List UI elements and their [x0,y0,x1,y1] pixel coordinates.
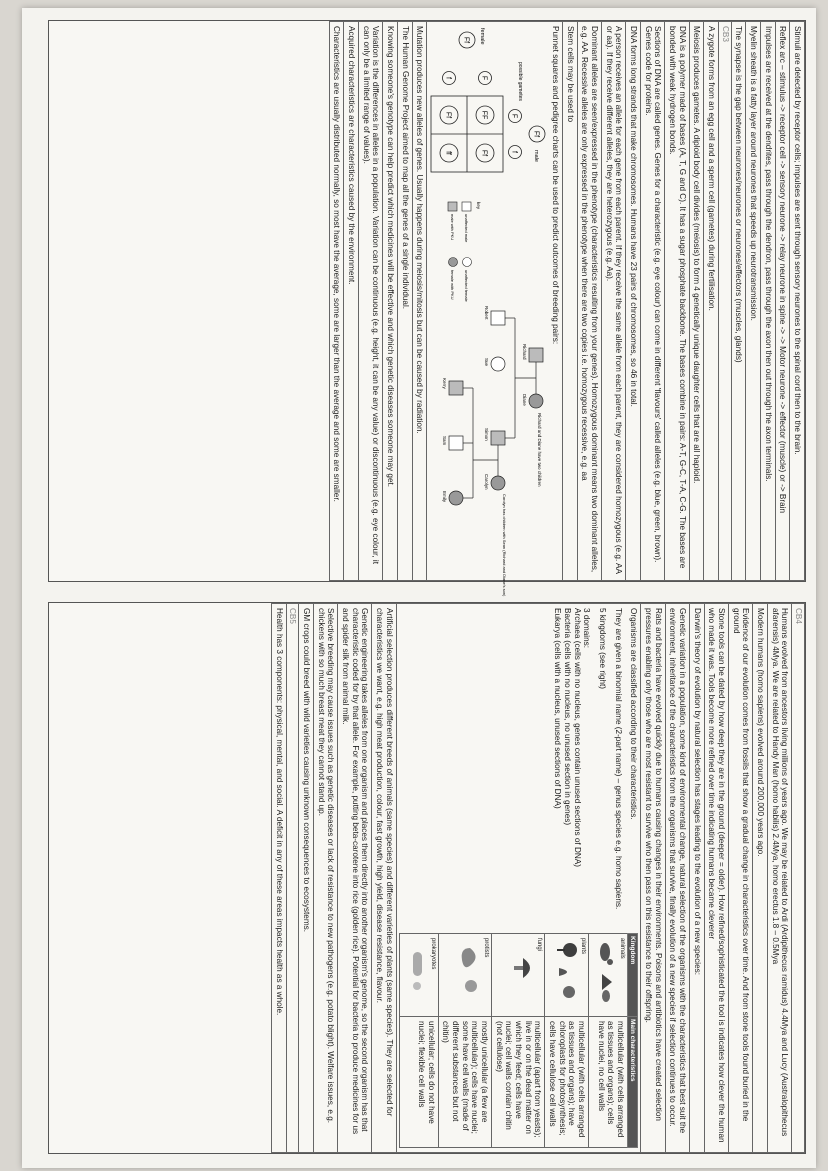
row-variation: Variation is the differences in alleles in a population. Variation can be continuous (e.g. height, it can be any value) or discontinuous (e.g. eye colour, it can only be a limited range of values). [358,22,382,581]
prokaryotes-icon [407,938,429,1004]
row-stem: Stem cells may be used to [562,22,577,581]
kingdom-plants-name: plants [580,938,587,955]
table-row [731,22,746,581]
pedigree-simon [491,431,505,445]
pedigree-richard-label: Richard [522,344,528,360]
kingdom-header: Kingdom [628,934,638,1017]
row-stone: Stone tools can be dated by how deep they are in the ground (deeper = older). How refined/sophisticated the tool is indicates how clever the human who made it was. Tools become more refined over time indicating humans became cleverer [704,604,728,1153]
table-row [626,22,641,581]
kingdom-protists-cell [438,934,491,1017]
key-unaffected-female-icon [463,258,472,267]
male-label: male [533,150,540,162]
fungi-icon [513,938,535,1004]
row-selective: Selective breeding may cause issues such as genetic diseases or lack of resistance to new pathogens (e.g. potato blight). Welfare issues, e.g. chickens with so much breast meat they cannot stand up. [314,604,338,1153]
kingdom-fungi-cell [492,934,545,1017]
row-humans: Humans evolved from ancestors living millions of years ago. We may be related to Ardi (Ardipithecus ramidus) 4.4Mya and Lucy (Australopithecus afarensis) 4Mya. We are related to Handy Man (homo habilis) 2.4Mya, homo erectus 1.8 – 0.5Mya [767,604,791,1153]
row-engineering: Genetic engineering takes alleles from one organism and places them directly into another organism's genome, so the second organism has that characteristic coded for by that allele. For example, putting beta-carotene into rice (golden rice). Potential for bacteria to produce medicines for us and spider silk from animal milk. [338,604,372,1153]
table-row [344,22,359,581]
female-parent-genotype: Ff [462,36,470,44]
pedigree-note-2: Carolyn has children with Sean (Richard and Diane's son) [502,494,508,597]
pedigree-key-label: key [476,202,482,210]
pedigree-sam-label: Sam [442,436,448,446]
kingdom-animals-name: animals [619,938,626,959]
scanned-sheet [22,8,816,1168]
pedigree-chart-diagram [429,198,547,597]
offspring-2-label: Ff [480,149,488,157]
row-rats: Rats and bacteria have evolved quickly due to humans causing changes in their environments. Poisons and antibiotics have created selection pressures enabling only those who are most resistant to survive who then pass on this resistance to their offspring. [641,604,665,1153]
section-label-cb3: CB3 [718,22,731,581]
domain-archaea: Archaea (cells with no nucleus, genes contain unused sections of DNA) [572,608,582,867]
protist-shape [462,948,476,967]
section-label-cb4: CB4 [792,604,805,1153]
plant-shape [563,943,577,957]
row-mutation: Mutation produces new alleles of genes. Usually happens during meiosis/mitosis but can be caused by radiation. [412,22,427,581]
row-stimuli: Stimuli are detected by receptor cells; impulses are sent through sensory neurones to the spinal cord then to the brain. [790,22,805,581]
kingdom-row [589,934,628,1148]
classification-p2: They are given a binomial name (2-part name) – genus species e.g. homo sapiens. [613,608,623,910]
table-row [746,22,761,581]
table-row [562,22,577,581]
row-zygote: A zygote forms from an egg cell and a sperm cell (gametes) during fertilisation. [704,22,719,581]
key-item-4: female with PKU [450,270,456,300]
row-distributed: Characteristics are usually distributed normally, so most have the average, some are larger than the average and some are smaller. [329,22,344,581]
offspring-4-label: ff [444,151,452,155]
section-label-cb5: CB5 [286,604,299,1153]
table-row [704,22,719,581]
table-row [689,22,704,581]
row-impulses: Impulses are received at the dendrites, pass through the dendron, pass through the axon then out through the axon terminals. [760,22,775,581]
row-modern: Modern humans (homo sapiens) evolved around 200,000 years ago. [753,604,768,1153]
rotated-page [42,12,812,1162]
kingdom-header-row [628,934,638,1148]
pedigree-carolyn-label: Carolyn [484,474,490,490]
animal-shape [602,990,610,1002]
table-row [412,22,427,581]
row-chromosomes: DNA forms long strands that make chromosomes. Humans have 23 pairs of chromosomes, so 46 in total. [626,22,641,581]
kingdom-prokaryotes-cell [399,934,438,1017]
right-table [271,603,805,1153]
kingdom-prokaryotes-desc: unicellular; cells do not have nuclei; flexible cell walls [399,1017,438,1148]
table-row [760,22,775,581]
pedigree-kerry [449,381,463,395]
row-meiosis: Meiosis produces gametes. A diploid body cell divides (meiosis) to form 4 genetically unique daughter cells that are all haploid. [689,22,704,581]
row-genes: Sections of DNA are called genes. Genes for a characteristic (e.g. eye colour) can come in different 'flavours' called alleles (e.g. blue, green, brown). Genes code for proteins. [640,22,664,581]
key-item-1: unaffected male [464,214,470,243]
plants-icon [557,938,579,1004]
table-row [286,604,299,1153]
pedigree-carolyn [491,476,505,490]
left-table [329,21,805,597]
gamete-female-1-label: F [480,75,488,81]
row-gm: GM crops could breed with wild varieties causing unknown consequences to ecosystems. [299,604,314,1153]
pedigree-sue [491,357,505,371]
kingdom-protists-desc: mostly unicellular (a few are multicellular); cells have nuclei; some have cell walls (made of different substances but not chitin) [438,1017,491,1148]
male-parent-genotype: Ff [532,130,540,138]
gamete-male-1-label: F [510,113,518,119]
plant-shape [559,968,567,976]
table-row [601,22,625,581]
row-dominant: Dominant alleles are seen/expressed in the phenotype (characteristics resulting from your genes). Homozygous dominant means two dominant alleles, e.g. AA. Recessive alleles are only expressed in the phenotype when there are two copies i.e. homozygous recessive, e.g. aa [577,22,601,581]
pedigree-sam [449,436,463,450]
row-genotype: Knowing someone's genotype can help predict which medicines will be effective and which genetic diseases someone may get. [383,22,398,581]
protist-shape [465,980,477,992]
domain-bacteria: Bacteria (cells with no nucleus, no unused section in genes) [562,608,572,826]
table-row [792,604,805,1153]
pedigree-robert [491,311,505,325]
fungus-cap [523,958,530,978]
genetics-diagrams [429,26,550,597]
animal-shape [602,974,612,990]
table-row [665,22,689,581]
offspring-3-label: Ff [444,111,452,119]
key-unaffected-male-icon [462,202,471,211]
gamete-female-2-label: f [444,77,452,79]
table-row [728,604,752,1153]
classification-p3: 5 kingdoms (see right) [597,608,607,689]
left-column [48,20,806,597]
kingdom-row [492,934,545,1148]
table-row [665,604,689,1153]
kingdom-plants-desc: multicellular (with cells arranged as tissues and organs); have chloroplasts for photosynthesis; cells have cellulose cell walls [545,1017,589,1148]
kingdom-animals-cell [589,934,628,1017]
animal-shape [607,959,613,965]
row-evidence: Evidence of our evolution comes from fossils that show a gradual change in characteristics over time. And from stone tools found buried in the ground [728,604,752,1153]
table-row [775,22,790,581]
kingdom-row [438,934,491,1148]
kingdom-fungi-desc: multicellular (apart from yeasts); live in or on the dead matter on which they feed; cells have nuclei; cell walls contain chitin (not cellulose) [492,1017,545,1148]
pedigree-emily [449,491,463,505]
classification-p1: Organisms are classified according to their characteristics. [629,608,639,820]
protists-icon [460,938,482,1004]
gamete-male-2-label: f [510,151,518,153]
kingdom-plants-cell [545,934,589,1017]
row-darwin: Darwin's theory of evolution by natural selection has stages leading to the evolution of a new species: [689,604,704,1153]
classification-p4: 3 domains: [582,608,592,649]
pedigree-diane [529,394,543,408]
punnett-intro: Punnet squares and pedigree charts can be used to predict outcomes of breeding pairs: [550,26,560,345]
pedigree-sue-label: Sue [484,358,490,367]
offspring-1-label: FF [480,110,488,120]
row-punnett [427,22,563,597]
table-row [338,604,372,1153]
kingdom-animals-desc: multicellular (with cells arranged as tissues and organs); cells have nuclei, no cell walls [589,1017,628,1148]
row-genetic: Genetic variation in a population, some kind of environmental change, natural selection of the organisms with the characteristics that best suit the environment, inheritance of the characteristics from the organisms that survive, finally evolution of a new species if selection continues to occur. [665,604,689,1153]
row-alleles: A person receives an allele for each gene from each parent. If they receive the same allele from each parent, they are considered homozygous (e.g. AA or aa). If they receive different alleles, they are heterozygous (e.g. Aa). [601,22,625,581]
female-label: female [479,28,486,45]
classification-block [399,608,639,1148]
table-row [397,22,412,581]
pedigree-simon-label: Simon [484,428,490,441]
pedigree-robert-label: Robert [484,306,490,320]
table-row [299,604,314,1153]
classification-text [399,608,639,925]
row-myelin: Myelin sheath is a fatty layer around neurones that speeds up neurotransmission. [746,22,761,581]
table-row [790,22,805,581]
bacterium-shape [413,982,421,990]
table-row [383,22,398,581]
table-row [689,604,704,1153]
animals-icon [596,938,618,1004]
bacterium-shape [413,952,422,976]
row-classification [396,604,641,1153]
table-row [396,604,641,1153]
table-row [767,604,791,1153]
table-row [372,604,396,1153]
kingdom-prokaryotes-name: prokaryotes [429,938,436,970]
plant-shape [563,986,575,998]
row-reflex: Reflex arc – stimulus -> receptor cell -> sensory neurone -> relay neurone in spine -> -> Motor neurone -> effector (muscle) or -> Brain [775,22,790,581]
row-genome: The Human Genome Project aimed to map all the genes of a single individual. [397,22,412,581]
pedigree-diane-label: Diane [522,394,528,406]
pedigree-emily-label: Emily [442,491,448,502]
fungus-stem [514,966,523,970]
row-synapse: The synapse is the gap between neurones/neurones or neurones/effectors (muscles, glands) [731,22,746,581]
pedigree-kerry-label: Kerry [442,378,448,389]
row-health: Health has 3 components: physical, mental, and social. A deficit in any of these areas impacts health as a whole. [272,604,287,1153]
key-male-pku-icon [448,202,457,211]
kingdom-row [545,934,589,1148]
row-dna: DNA is a polymer made of bases (A, T, G and C). It has a sugar phosphate backbone. The bases combine in pairs: A-T, G-C, T-A, C-G. The bases are bonded with weak hydrogen bonds. [665,22,689,581]
table-row [641,604,665,1153]
table-row [640,22,664,581]
table-row [329,22,344,581]
possible-gametes-label: possible gametes [517,62,524,101]
kingdom-row [399,934,438,1148]
table-row [427,22,563,581]
table-row [314,604,338,1153]
punnett-square-diagram [429,26,547,186]
table-row [358,22,382,581]
key-item-2: male with PKU [450,214,456,241]
row-artificial: Artificial selection produces different breeds of animals (same species) and different varieties of plants (same species). They are selected for characteristics we want, e.g. high meat production, colour, fast growth, high yield, disease resistance, flavour. [372,604,396,1153]
table-row [718,22,731,581]
characteristics-header: Main characteristics [628,1017,638,1148]
pedigree-richard [529,348,543,362]
kingdom-protists-name: protists [483,938,490,958]
row-acquired: Acquired characteristics are characteristics caused by the environment. [344,22,359,581]
domain-eukarya: Eukarya (cells with a nucleus, unused sections of DNA) [553,608,563,809]
plant-shape [557,949,565,951]
key-female-pku-icon [449,258,458,267]
pedigree-note-1: Richard and Diane have two children [537,413,543,487]
key-item-3: unaffected female [464,270,470,302]
kingdom-table [399,933,639,1148]
table-row [272,604,287,1153]
right-column [48,602,806,1154]
table-row [577,22,601,581]
table-row [704,604,728,1153]
kingdom-fungi-name: fungi [536,938,543,952]
table-row [753,604,768,1153]
animal-shape [600,943,610,961]
